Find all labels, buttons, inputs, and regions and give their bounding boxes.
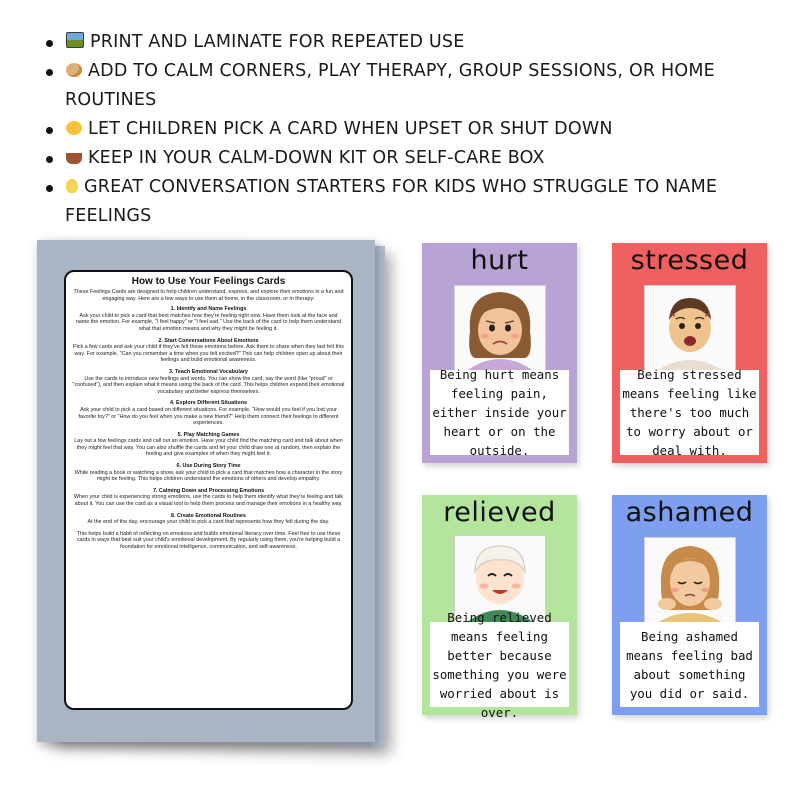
face-icon [66, 121, 82, 135]
section-body: While reading a book or watching a show, ask your child to pick a card that matches how a character in the story might be feeling. This helps children understand the emotions of others and develop empathy. [74, 469, 343, 483]
light-bulb-icon [66, 179, 78, 193]
bullet-item [40, 144, 760, 173]
document-closing [72, 531, 345, 551]
basket-icon [66, 153, 82, 164]
bullet-text: LET CHILDREN PICK A CARD WHEN UPSET OR SHUT DOWN [88, 119, 613, 139]
section-heading: 5. Play Matching Games [177, 431, 240, 438]
card-word: stressed [630, 245, 749, 276]
section-body: When your child is experiencing strong emotions, use the cards to help them identify what they're feeling and talk about it. You can use the card as a visual tool to help them process and manage their emotions in a healthy way. [73, 494, 344, 508]
section-heading: 3. Teach Emotional Vocabulary [169, 368, 248, 375]
document-section [72, 400, 345, 426]
document-section [72, 306, 345, 332]
document-intro: These Feelings Cards are designed to help children understand, express, and explore their emotions in a fun and engaging way. Here are a few ways to use them at home, in the classroom, or in therapy: [73, 289, 344, 302]
card-description-panel [620, 622, 759, 707]
section-heading: 8. Create Emotional Routines [171, 512, 246, 519]
sad-child-illustration [454, 285, 546, 373]
document-section [72, 338, 345, 364]
bullet-dot [46, 69, 53, 76]
card-description: Being ashamed means feeling bad about something you did or said. [626, 628, 753, 701]
document-title: How to Use Your Feelings Cards [131, 276, 286, 287]
document-section [72, 513, 345, 526]
section-heading: 2. Start Conversations About Emotions [158, 337, 259, 344]
bullet-item [40, 28, 760, 57]
card-word: ashamed [625, 497, 754, 528]
card-word: hurt [470, 245, 529, 276]
section-body: At the end of the day, encourage your child to pick a card that represents how they felt during the day. [87, 519, 330, 526]
bullet-text-continued: ROUTINES [65, 90, 157, 110]
feeling-card-stressed [612, 243, 767, 463]
closing-text: This helps build a habit of reflecting on emotions and builds emotional literacy over time. Feel free to use these cards in ways that best suit your child's emotional development. By regularly using them, you're helping build a foundation for emotional intelligence, communication, and self-awareness. [76, 530, 341, 550]
bullet-dot [46, 40, 53, 47]
section-heading: 1. Identify and Name Feelings [170, 306, 247, 313]
bullet-text: KEEP IN YOUR CALM-DOWN KIT OR SELF-CARE BOX [88, 148, 545, 168]
document-section [72, 432, 345, 458]
bullet-item [40, 57, 760, 115]
ashamed-child-illustration [644, 537, 736, 625]
section-body: Use the cards to introduce new feelings and words. You can show the card, say the word (like "proud" or "confused"), and then explain what it means using the back of the card. This helps children expand their emotional vocabulary and better express themselves. [72, 375, 345, 395]
section-body: Lay out a few feelings cards and call out an emotion. Have your child find the matching card and talk about when they might feel that way. You can also shuffle the cards and let your child draw one at random, then explain the feeling and give examples of when they might feel it. [74, 438, 343, 458]
section-body: Ask your child to pick a card that best matches how they're feeling right now. Have them look at the face and name the emotion. For example, "I feel happy" or "I feel sad." Use the back of the card to help them understand what that emotion means and why they might be feeling it. [75, 312, 342, 332]
framed-picture-icon [66, 32, 84, 48]
card-description-panel [430, 367, 569, 458]
section-heading: 6. Use During Story Time [176, 463, 241, 470]
card-description: Being stressed means feeling like there's too much to worry about or deal with. [622, 367, 757, 458]
bullet-item [40, 115, 760, 144]
bullet-dot [46, 127, 53, 134]
document-section [72, 463, 345, 483]
feature-bullet-list [40, 28, 760, 231]
card-description: Being relieved means feeling better because something you were worried about is over. [432, 609, 567, 720]
section-body: Ask your child to pick a card based on different situations. For example, "How would you feel if you lost your favorite toy?" or "How do you feel when you make a new friend?" Help them connect their feelings to different experiences. [78, 406, 339, 427]
bullet-item [40, 173, 760, 231]
feeling-card-relieved [422, 495, 577, 720]
bullet-text: GREAT CONVERSATION STARTERS FOR KIDS WHO STRUGGLE TO NAME [84, 177, 718, 197]
feeling-card-hurt [422, 243, 577, 463]
card-word: relieved [443, 497, 556, 528]
instructions-sheet [64, 270, 353, 710]
card-description-panel [430, 609, 569, 720]
section-heading: 4. Explore Different Situations [170, 400, 247, 407]
feeling-card-ashamed [612, 495, 767, 715]
stressed-child-illustration [644, 285, 736, 373]
document-section [72, 369, 345, 395]
card-description-panel [620, 367, 759, 458]
palette-icon [66, 63, 82, 77]
bullet-dot [46, 185, 53, 192]
card-description: Being hurt means feeling pain, either inside your heart or on the outside. [432, 367, 567, 458]
bullet-dot [46, 156, 53, 163]
bullet-text-continued: FEELINGS [65, 206, 152, 226]
section-heading: 7. Calming Down and Processing Emotions [152, 487, 265, 494]
bullet-text: ADD TO CALM CORNERS, PLAY THERAPY, GROUP SESSIONS, OR HOME [88, 61, 715, 81]
section-body: Pick a few cards and ask your child if they've felt these emotions before. Ask them to share when they last felt this way. For example, "Can you remember a time when you felt excited?" This can help children open up about their feelings and build emotional awareness. [73, 344, 344, 364]
bullet-text: PRINT AND LAMINATE FOR REPEATED USE [90, 32, 465, 52]
document-section [72, 488, 345, 508]
